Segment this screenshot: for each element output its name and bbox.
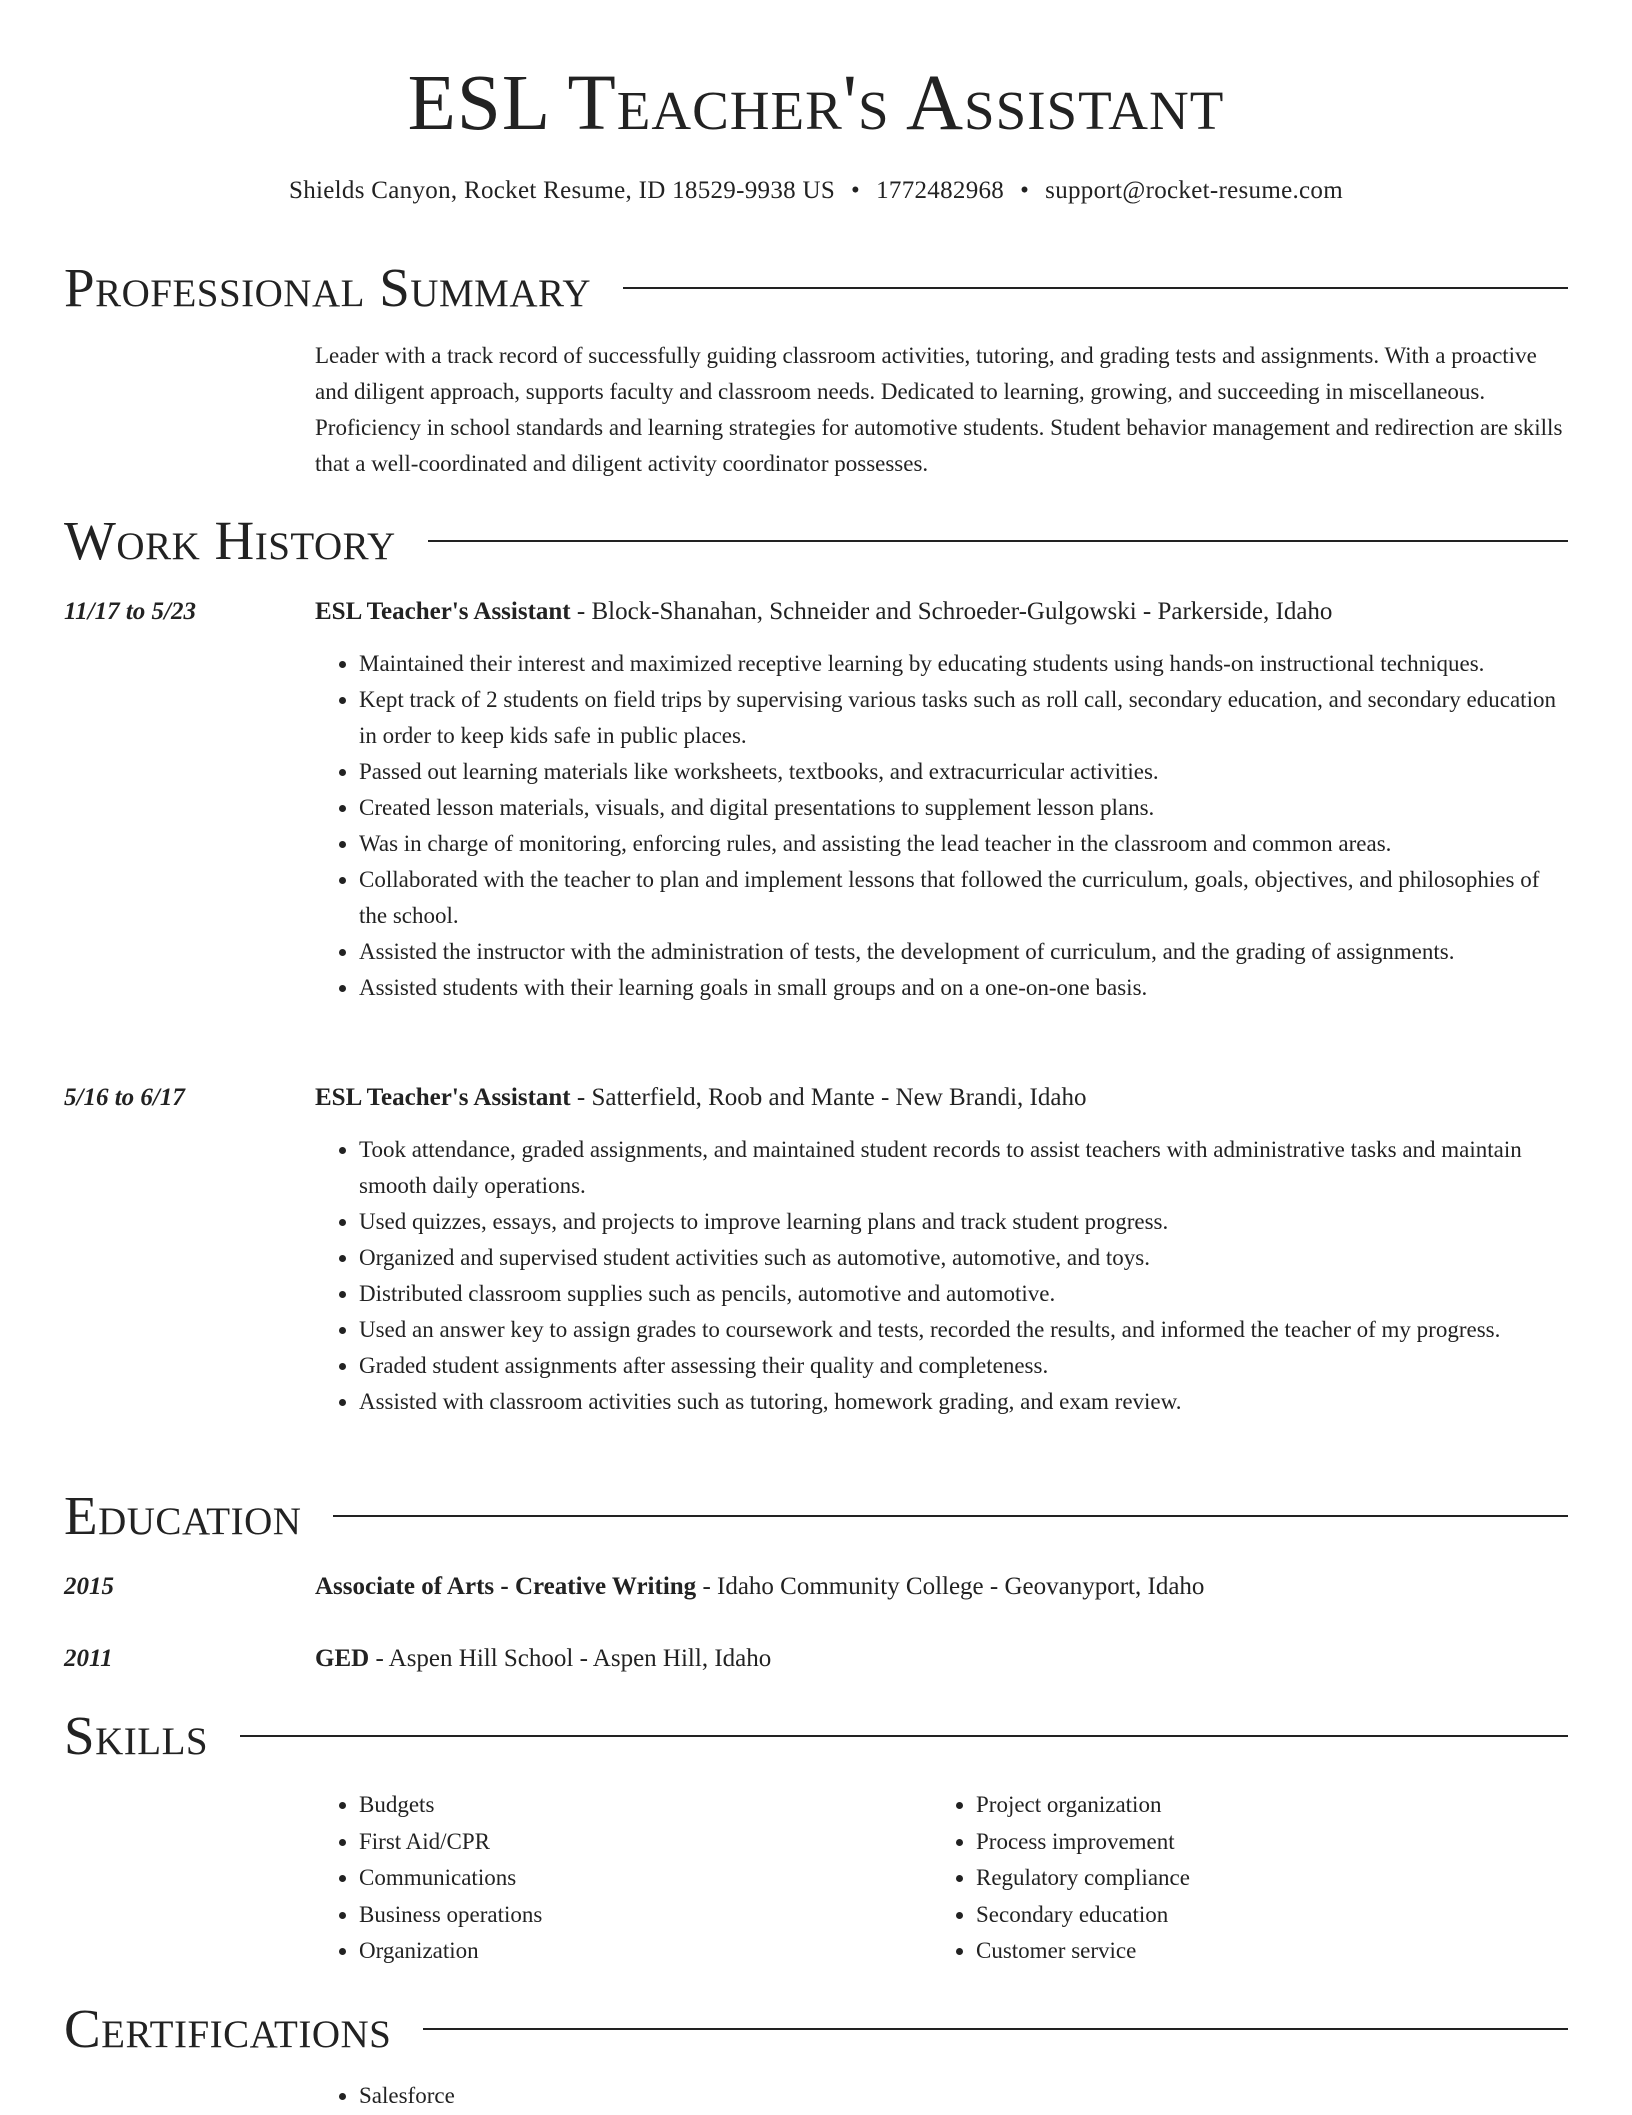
- education-heading: [315, 1641, 1568, 1677]
- skill-item: • Customer service: [976, 1933, 1536, 1970]
- section-divider: [240, 1735, 1568, 1737]
- skill-item: • Communications: [359, 1860, 919, 1897]
- skill-item: • Business operations: [359, 1897, 919, 1934]
- job-title: ESL Teacher's Assistant: [315, 598, 571, 625]
- job-bullet: • Took attendance, graded assignments, and maintained student records to assist teachers with administrative tasks and maintain smooth daily operations.: [359, 1132, 1568, 1204]
- job-employer-location: - Block-Shanahan, Schneider and Schroeder-Gulgowski - Parkerside, Idaho: [570, 598, 1333, 625]
- section-header-skills: [64, 1706, 1568, 1766]
- job-bullet: • Graded student assignments after assessing their quality and completeness.: [359, 1348, 1568, 1384]
- education-heading: [315, 1569, 1568, 1605]
- job-title: ESL Teacher's Assistant: [315, 1084, 571, 1111]
- job-bullet: • Passed out learning materials like worksheets, textbooks, and extracurricular activities.: [359, 754, 1568, 790]
- section-title-certifications: Certifications: [64, 1998, 392, 2059]
- contact-separator: •: [851, 177, 861, 204]
- skill-item: • Process improvement: [976, 1824, 1536, 1861]
- skills-list-right: [932, 1787, 1536, 1970]
- job-bullets: [315, 646, 1568, 1006]
- section-divider: [423, 2028, 1568, 2030]
- contact-email: support@rocket-resume.com: [1045, 177, 1343, 204]
- section-divider: [623, 287, 1568, 289]
- job-bullet: • Created lesson materials, visuals, and digital presentations to supplement lesson plans.: [359, 790, 1568, 826]
- contact-line: [0, 174, 1632, 208]
- education-year: 2015: [64, 1573, 114, 1600]
- section-title-skills: Skills: [64, 1705, 209, 1766]
- education-school-location: - Idaho Community College - Geovanyport, Idaho: [696, 1573, 1205, 1600]
- job-bullet: • Collaborated with the teacher to plan and implement lessons that followed the curriculum, goals, objectives, and philosophies of the school.: [359, 862, 1568, 934]
- resume-title: ESL Teacher's Assistant: [407, 60, 1225, 147]
- section-title-summary: Professional Summary: [64, 257, 592, 318]
- skill-item: • Organization: [359, 1933, 919, 1970]
- section-header-work: [64, 511, 1568, 571]
- job-bullet: • Assisted with classroom activities such as tutoring, homework grading, and exam review.: [359, 1384, 1568, 1420]
- certification-item: • Salesforce: [359, 2078, 919, 2115]
- job-bullet: • Kept track of 2 students on field trips by supervising various tasks such as roll call, secondary education, and secondary education in order to keep kids safe in public places.: [359, 682, 1568, 754]
- job-employer-location: - Satterfield, Roob and Mante - New Brandi, Idaho: [570, 1084, 1087, 1111]
- job-bullet: • Was in charge of monitoring, enforcing rules, and assisting the lead teacher in the classroom and common areas.: [359, 826, 1568, 862]
- job-bullet: • Assisted students with their learning goals in small groups and on a one-on-one basis.: [359, 970, 1568, 1006]
- section-title-education: Education: [64, 1485, 302, 1546]
- skill-item: • Secondary education: [976, 1897, 1536, 1934]
- skill-item: • First Aid/CPR: [359, 1824, 919, 1861]
- job-heading: [315, 1080, 1568, 1116]
- job-bullet: • Organized and supervised student activities such as automotive, automotive, and toys.: [359, 1240, 1568, 1276]
- education-degree: Associate of Arts - Creative Writing: [315, 1573, 697, 1600]
- section-title-work: Work History: [64, 510, 396, 571]
- job-bullet: • Maintained their interest and maximized receptive learning by educating students using hands-on instructional techniques.: [359, 646, 1568, 682]
- job-dates: 11/17 to 5/23: [64, 598, 196, 625]
- job-bullets: [315, 1132, 1568, 1420]
- section-header-certifications: [64, 1999, 1568, 2059]
- job-bullet: • Used quizzes, essays, and projects to improve learning plans and track student progress.: [359, 1204, 1568, 1240]
- education-school-location: - Aspen Hill School - Aspen Hill, Idaho: [369, 1645, 772, 1672]
- section-header-education: [64, 1486, 1568, 1546]
- certifications-list: [315, 2078, 919, 2115]
- job-bullet: • Used an answer key to assign grades to coursework and tests, recorded the results, and informed the teacher of my progress.: [359, 1312, 1568, 1348]
- education-year: 2011: [64, 1645, 113, 1672]
- skill-item: • Regulatory compliance: [976, 1860, 1536, 1897]
- section-divider: [428, 540, 1568, 542]
- summary-text: Leader with a track record of successfully guiding classroom activities, tutoring, and grading tests and assignments. With a proactive and diligent approach, supports faculty and classroom needs. Dedicated to learning, growing, and succeeding in miscellaneous. Proficiency in school standards and learning strategies for automotive students. Student behavior management and redirection are skills that a well-coordinated and diligent activity coordinator possesses.: [315, 343, 1563, 476]
- section-divider: [333, 1515, 1568, 1517]
- job-dates: 5/16 to 6/17: [64, 1084, 185, 1111]
- contact-phone: 1772482968: [876, 177, 1005, 204]
- contact-address: Shields Canyon, Rocket Resume, ID 18529-9938 US: [289, 177, 836, 204]
- section-header-summary: [64, 258, 1568, 318]
- job-bullet: • Distributed classroom supplies such as pencils, automotive and automotive.: [359, 1276, 1568, 1312]
- contact-separator: •: [1020, 177, 1030, 204]
- skill-item: • Budgets: [359, 1787, 919, 1824]
- skills-list-left: [315, 1787, 919, 1970]
- job-bullet: • Assisted the instructor with the administration of tests, the development of curriculum, and the grading of assignments.: [359, 934, 1568, 970]
- skill-item: • Project organization: [976, 1787, 1536, 1824]
- education-degree: GED: [315, 1645, 370, 1672]
- job-heading: [315, 594, 1568, 630]
